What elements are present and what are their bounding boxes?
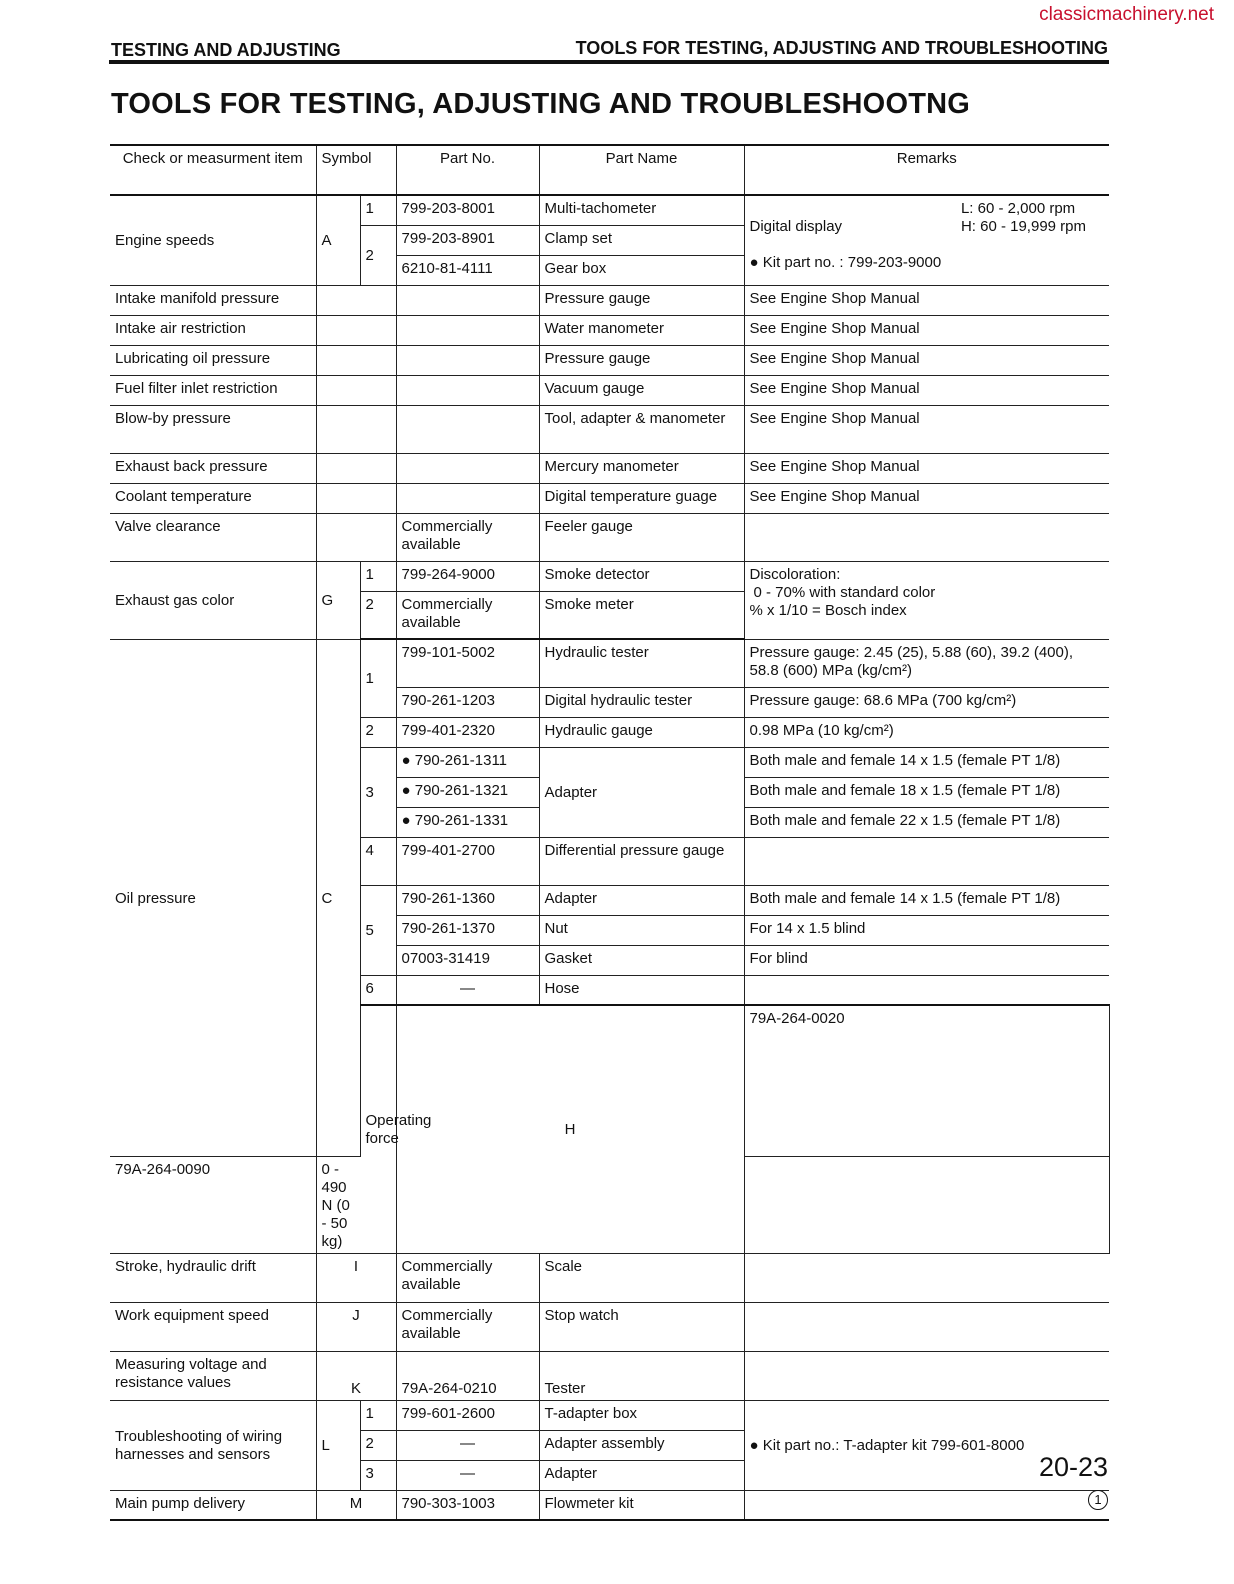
part-no: 79A-264-0020 (744, 1005, 1109, 1156)
table-row (110, 1490, 1109, 1520)
part-no: — (396, 975, 539, 1005)
remarks: See Engine Shop Manual (744, 315, 1109, 345)
col-part-no: Part No. (396, 145, 539, 195)
part-name: Tester (539, 1351, 744, 1400)
remarks: See Engine Shop Manual (744, 345, 1109, 375)
part-name: Digital temperature guage (539, 483, 744, 513)
part-name: Adapter (539, 747, 744, 837)
revision-mark: 1 (1088, 1490, 1108, 1510)
symbol: H (396, 1005, 744, 1253)
remarks-high-range: H: 60 - 19,999 rpm (960, 218, 1086, 235)
part-no: 799-203-8901 (396, 225, 539, 255)
col-remarks: Remarks (744, 145, 1109, 195)
watermark: classicmachinery.net (1039, 4, 1214, 25)
part-name: Flowmeter kit (539, 1490, 744, 1520)
remarks: Pressure gauge: 68.6 MPa (700 kg/cm²) (744, 687, 1109, 717)
part-name: Tool, adapter & manometer (539, 405, 744, 453)
sub-number: 4 (360, 837, 396, 885)
page-number: 20-23 (1038, 1452, 1108, 1482)
part-no: 799-601-2600 (396, 1400, 539, 1430)
check-item: Coolant temperature (110, 483, 316, 513)
sub-number: 3 (360, 1460, 396, 1490)
sub-number: 6 (360, 975, 396, 1005)
remarks-low-range: L: 60 - 2,000 rpm (960, 200, 1076, 217)
part-name: Water manometer (539, 315, 744, 345)
remarks: 0 - 490 N (0 - 50 kg) (316, 1156, 360, 1253)
col-part-name: Part Name (539, 145, 744, 195)
table-row (110, 513, 1109, 561)
part-name: Clamp set (539, 225, 744, 255)
symbol: M (316, 1490, 396, 1520)
table-row (110, 483, 1109, 513)
check-item: Troubleshooting of wiring harnesses and sensors (110, 1400, 316, 1490)
part-name: Pressure gauge (539, 285, 744, 315)
part-no: 799-264-9000 (396, 561, 539, 591)
sub-number: 2 (360, 591, 396, 639)
symbol: L (316, 1400, 360, 1490)
part-name: Hydraulic tester (539, 639, 744, 687)
running-header: TOOLS FOR TESTING, ADJUSTING AND TROUBLESHOOTING (575, 38, 1108, 58)
part-no: 799-203-8001 (396, 195, 539, 225)
part-no: ● 790-261-1331 (396, 807, 539, 837)
table-header-row (110, 145, 1109, 195)
part-name: Gear box (539, 255, 744, 285)
table-row (110, 345, 1109, 375)
symbol: A (316, 195, 360, 285)
part-no: Commercially available (396, 1302, 539, 1351)
part-name: Feeler gauge (539, 513, 744, 561)
remarks: Pressure gauge: 2.45 (25), 5.88 (60), 39.2 (400), 58.8 (600) MPa (kg/cm²) (744, 639, 1109, 687)
sub-number: 1 (360, 195, 396, 225)
remarks-display-label: Digital display (749, 218, 843, 235)
symbol: G (316, 561, 360, 639)
part-no: ● 790-261-1311 (396, 747, 539, 777)
remarks: Both male and female 18 x 1.5 (female PT 1/8) (744, 777, 1109, 807)
part-no: — (396, 1430, 539, 1460)
remarks-line: 0 - 70% with standard color (753, 583, 936, 601)
part-name: Adapter (539, 885, 744, 915)
remarks-display (750, 200, 1105, 236)
remarks-line: % x 1/10 = Bosch index (749, 601, 907, 619)
part-no: 6210-81-4111 (396, 255, 539, 285)
table-row (110, 1400, 1109, 1430)
part-no: 07003-31419 (396, 945, 539, 975)
remarks: ● Kit part no.: T-adapter kit 799-601-8000 (744, 1400, 1109, 1490)
remarks (744, 195, 1109, 285)
check-item: Stroke, hydraulic drift (110, 1253, 316, 1302)
remarks: Both male and female 14 x 1.5 (female PT 1/8) (744, 747, 1109, 777)
header-rule (109, 60, 1109, 64)
table-row (110, 1302, 1109, 1351)
remarks: For 14 x 1.5 blind (744, 915, 1109, 945)
part-no: 799-101-5002 (396, 639, 539, 687)
table-row (110, 405, 1109, 453)
check-item: Exhaust gas color (110, 561, 316, 639)
part-no: 790-261-1360 (396, 885, 539, 915)
check-item: Intake air restriction (110, 315, 316, 345)
remarks-kit: ● Kit part no. : 799-203-9000 (749, 254, 942, 271)
part-name: Nut (539, 915, 744, 945)
part-name: Pressure gauge (539, 345, 744, 375)
table-row (110, 285, 1109, 315)
remarks: See Engine Shop Manual (744, 285, 1109, 315)
remarks: See Engine Shop Manual (744, 483, 1109, 513)
remarks: See Engine Shop Manual (744, 405, 1109, 453)
remarks: See Engine Shop Manual (744, 375, 1109, 405)
check-item: Lubricating oil pressure (110, 345, 316, 375)
remarks-line: Discoloration: (749, 565, 841, 583)
check-item: Valve clearance (110, 513, 316, 561)
remarks (744, 561, 1109, 639)
part-no: — (396, 1460, 539, 1490)
part-no: 79A-264-0090 (110, 1156, 316, 1253)
part-no: 790-261-1203 (396, 687, 539, 717)
tools-table (110, 144, 1109, 1521)
table-row (110, 195, 1109, 225)
remarks: Both male and female 22 x 1.5 (female PT 1/8) (744, 807, 1109, 837)
part-no: 799-401-2320 (396, 717, 539, 747)
part-name: Adapter assembly (539, 1430, 744, 1460)
part-name: Gasket (539, 945, 744, 975)
sub-number: 1 (360, 561, 396, 591)
part-name: T-adapter box (539, 1400, 744, 1430)
part-name: Vacuum gauge (539, 375, 744, 405)
part-name: Stop watch (539, 1302, 744, 1351)
table-row (110, 453, 1109, 483)
part-no: ● 790-261-1321 (396, 777, 539, 807)
part-no: Commercially available (396, 513, 539, 561)
part-name: Hose (539, 975, 744, 1005)
check-item: Intake manifold pressure (110, 285, 316, 315)
symbol: K (316, 1351, 396, 1400)
table-row (110, 1253, 1109, 1302)
part-name: Smoke detector (539, 561, 744, 591)
sub-number: 1 (360, 639, 396, 717)
part-name: Mercury manometer (539, 453, 744, 483)
check-item: Blow-by pressure (110, 405, 316, 453)
section-header: TESTING AND ADJUSTING (111, 40, 341, 60)
part-name: Multi-tachometer (539, 195, 744, 225)
sub-number: 2 (360, 717, 396, 747)
part-name: Smoke meter (539, 591, 744, 639)
part-name: Hydraulic gauge (539, 717, 744, 747)
table-row (110, 315, 1109, 345)
check-item: Exhaust back pressure (110, 453, 316, 483)
symbol: J (316, 1302, 396, 1351)
part-no: Commercially available (396, 1253, 539, 1302)
col-symbol: Symbol (316, 145, 396, 195)
check-item: Main pump delivery (110, 1490, 316, 1520)
table-row (110, 561, 1109, 591)
page-title: TOOLS FOR TESTING, ADJUSTING AND TROUBLESHOOTNG (111, 88, 971, 120)
remarks: For blind (744, 945, 1109, 975)
symbol: I (316, 1253, 396, 1302)
check-item: Oil pressure (110, 639, 316, 1156)
col-check: Check or measurment item (110, 145, 316, 195)
part-no: 790-303-1003 (396, 1490, 539, 1520)
sub-number: 3 (360, 747, 396, 837)
check-item: Engine speeds (110, 195, 316, 285)
sub-number: 2 (360, 1430, 396, 1460)
remarks: Both male and female 14 x 1.5 (female PT 1/8) (744, 885, 1109, 915)
symbol: C (316, 639, 360, 1156)
part-name: Scale (539, 1253, 744, 1302)
sub-number: 2 (360, 225, 396, 285)
table-row (110, 1351, 1109, 1400)
part-no: Commercially available (396, 591, 539, 639)
table-row (110, 639, 1109, 687)
check-item: Measuring voltage and resistance values (110, 1351, 316, 1400)
part-name: Adapter (539, 1460, 744, 1490)
check-item: Fuel filter inlet restriction (110, 375, 316, 405)
table-row (110, 375, 1109, 405)
sub-number: 1 (360, 1400, 396, 1430)
part-name: Digital hydraulic tester (539, 687, 744, 717)
check-item: Work equipment speed (110, 1302, 316, 1351)
part-no: 790-261-1370 (396, 915, 539, 945)
sub-number: 5 (360, 885, 396, 975)
check-item: Operating force (360, 1005, 396, 1253)
part-no: 799-401-2700 (396, 837, 539, 885)
part-no: 79A-264-0210 (396, 1351, 539, 1400)
remarks: 0.98 MPa (10 kg/cm²) (744, 717, 1109, 747)
part-name: Differential pressure gauge (539, 837, 744, 885)
remarks: See Engine Shop Manual (744, 453, 1109, 483)
